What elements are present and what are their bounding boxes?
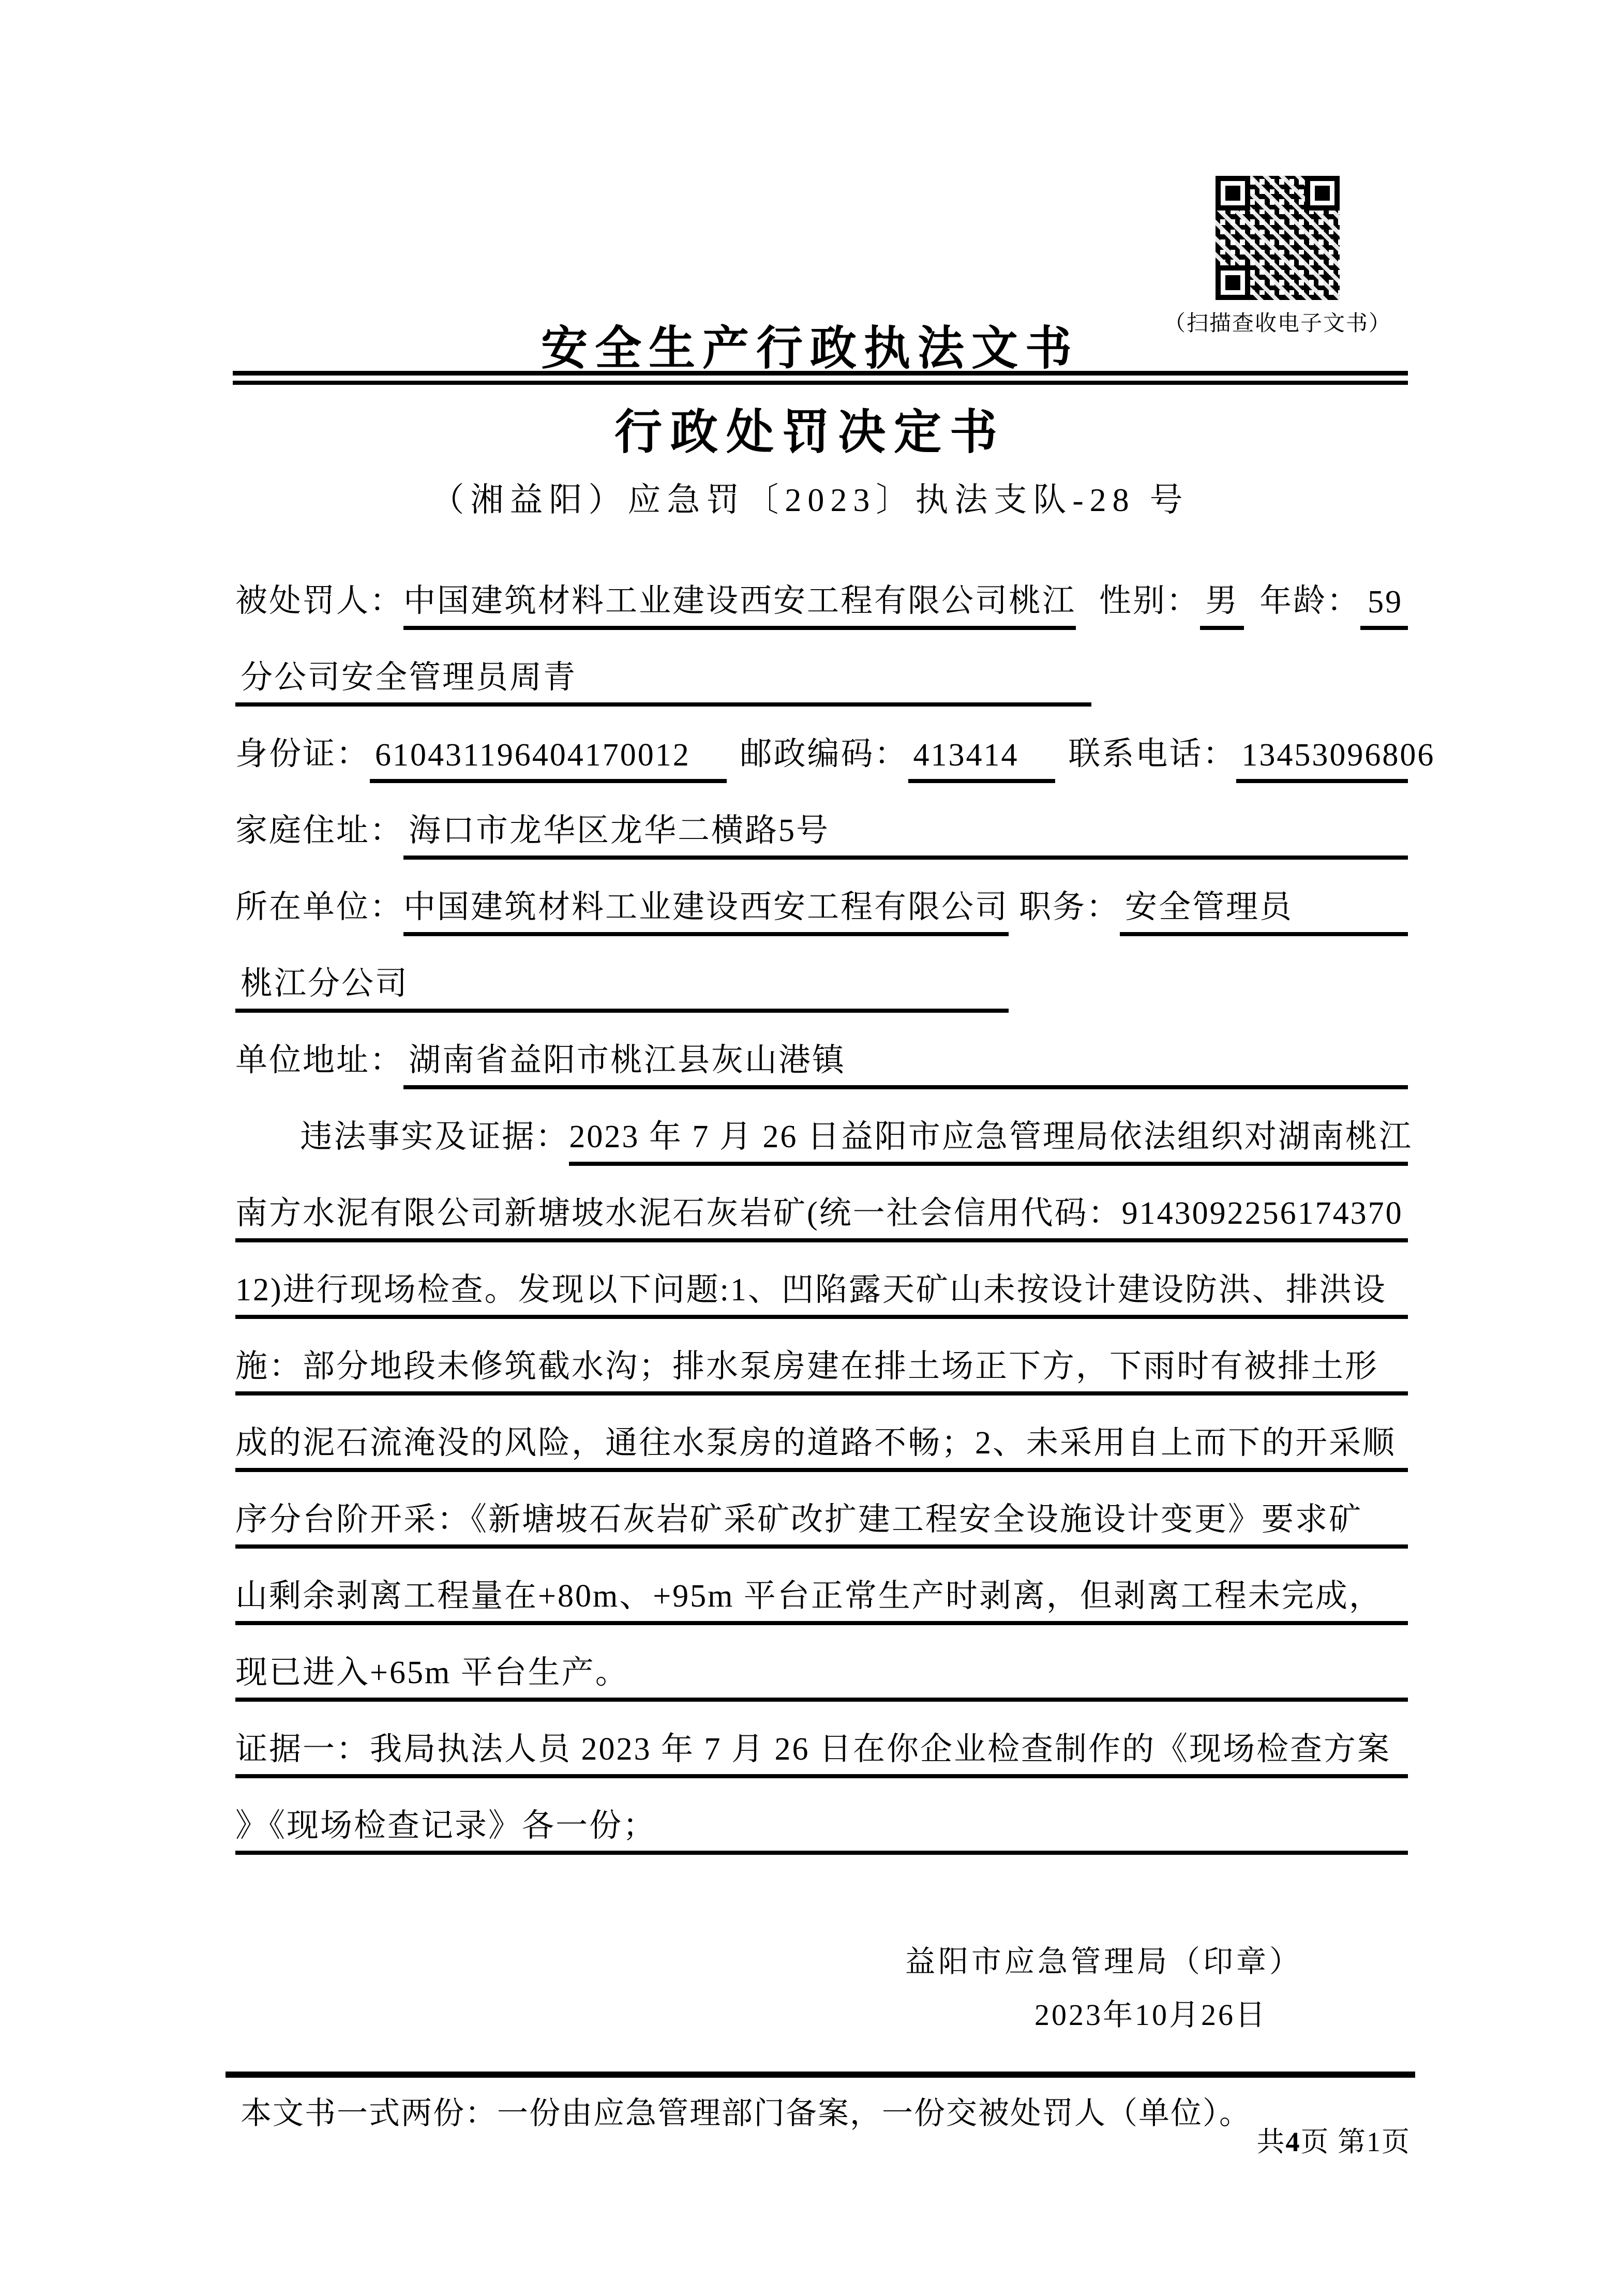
position-label: 职务： (1019, 890, 1120, 925)
gender-value: 男 (1200, 575, 1244, 630)
facts-text-line (235, 1625, 1408, 1702)
facts-text: 南方水泥有限公司新塘坡水泥石灰岩矿(统一社会信用代码：9143092256174370 (235, 1196, 1403, 1231)
recipient-name-value: 中国建筑材料工业建设西安工程有限公司桃江 (403, 575, 1076, 630)
evidence-text-line (235, 1778, 1408, 1855)
phone-value: 13453096806 (1236, 737, 1408, 783)
page-current: 1 (1367, 2126, 1382, 2157)
qr-caption: （扫描查收电子文书） (1163, 312, 1391, 336)
phone-label: 联系电话： (1068, 737, 1237, 772)
evidence-text-line (235, 1702, 1408, 1778)
field-line-recipient (235, 553, 1408, 630)
recipient-name-label: 被处罚人： (235, 583, 404, 619)
page-info (235, 2120, 1411, 2159)
postcode-label: 邮政编码： (740, 737, 908, 772)
facts-text-line (235, 1319, 1408, 1395)
facts-text: 山剩余剥离工程量在+80m、+95m 平台正常生产时剥离，但剥离工程未完成， (235, 1579, 1383, 1614)
qr-finder-top-left-icon (1216, 176, 1250, 211)
document-body (235, 553, 1435, 1855)
facts-text-line-1: 2023 年 7 月 26 日益阳市应急管理局依法组织对湖南桃江 (569, 1111, 1408, 1166)
employer-value-continued: 桃江分公司 (235, 957, 1009, 1013)
qr-finder-bottom-left-icon (1216, 265, 1250, 300)
facts-text-line (235, 1166, 1408, 1242)
field-line-employer (235, 860, 1408, 936)
paragraph-indent (235, 1162, 300, 1166)
pages-total-suffix: 页 (1300, 2126, 1338, 2157)
facts-text: 序分台阶开采：《新塘坡石灰岩矿采矿改扩建工程安全设施设计变更》要求矿 (235, 1502, 1363, 1537)
id-value: 610431196404170012 (370, 737, 727, 783)
id-label: 身份证： (235, 737, 370, 772)
facts-text: 12)进行现场检查。发现以下问题:1、凹陷露天矿山未按设计建设防洪、排洪设 (235, 1272, 1387, 1308)
facts-text-line (235, 1242, 1408, 1319)
employer-address-value: 湖南省益阳市桃江县灰山港镇 (403, 1034, 1408, 1089)
home-address-value: 海口市龙华区龙华二横路5号 (403, 804, 1408, 860)
page-title: 行政处罚决定书 (614, 406, 1006, 459)
postcode-value: 413414 (908, 737, 1055, 783)
employer-address-label: 单位地址： (235, 1043, 404, 1078)
age-label: 年龄： (1259, 583, 1361, 619)
field-line-employer-address (235, 1013, 1408, 1089)
field-line-recipient-2 (235, 630, 1408, 707)
age-value: 59 (1360, 584, 1408, 630)
facts-text-line (235, 1395, 1408, 1472)
page-current-suffix: 页 (1382, 2126, 1411, 2157)
issuing-authority: 益阳市应急管理局（印章） (905, 1945, 1302, 1978)
doc-category-title: 安全生产行政执法文书 (541, 323, 1079, 374)
facts-text: 现已进入+65m 平台生产。 (235, 1655, 629, 1690)
gender-label: 性别： (1099, 583, 1201, 619)
field-line-id (235, 707, 1435, 783)
footer-note: 本文书一式两份：一份由应急管理部门备案，一份交被处罚人（单位）。 (241, 2096, 1251, 2130)
home-address-label: 家庭住址： (235, 813, 404, 848)
qr-code (1216, 176, 1340, 300)
employer-value: 中国建筑材料工业建设西安工程有限公司 (403, 881, 1009, 936)
field-line-employer-2 (235, 936, 1408, 1013)
page-current-label: 第 (1338, 2126, 1367, 2157)
qr-finder-top-right-icon (1305, 176, 1340, 211)
facts-text-line (235, 1549, 1408, 1625)
facts-label: 违法事实及证据： (300, 1119, 569, 1154)
employer-label: 所在单位： (235, 890, 404, 925)
facts-intro-line (235, 1089, 1413, 1166)
footer-rule (226, 2072, 1415, 2078)
doc-number: （湘益阳）应急罚〔2023〕执法支队-28 号 (431, 482, 1189, 518)
facts-text: 施：部分地段未修筑截水沟；排水泵房建在排土场正下方，下雨时有被排土形 (235, 1349, 1379, 1384)
issue-date: 2023年10月26日 (1034, 1998, 1267, 2032)
facts-text: 成的泥石流淹没的风险，通往水泵房的道路不畅；2、未采用自上而下的开采顺 (235, 1425, 1397, 1461)
header-double-rule (233, 371, 1408, 385)
facts-text-line (235, 1472, 1408, 1549)
field-line-home-address (235, 783, 1408, 860)
pages-total-label: 共 (1256, 2126, 1286, 2157)
recipient-name-value-continued: 分公司安全管理员周青 (235, 651, 1091, 707)
evidence-text: 证据一：我局执法人员 2023 年 7 月 26 日在你企业检查制作的《现场检查方案 (235, 1732, 1391, 1767)
pages-total: 4 (1285, 2126, 1301, 2157)
position-value: 安全管理员 (1120, 881, 1408, 936)
evidence-text: 》《现场检查记录》各一份； (235, 1808, 657, 1843)
